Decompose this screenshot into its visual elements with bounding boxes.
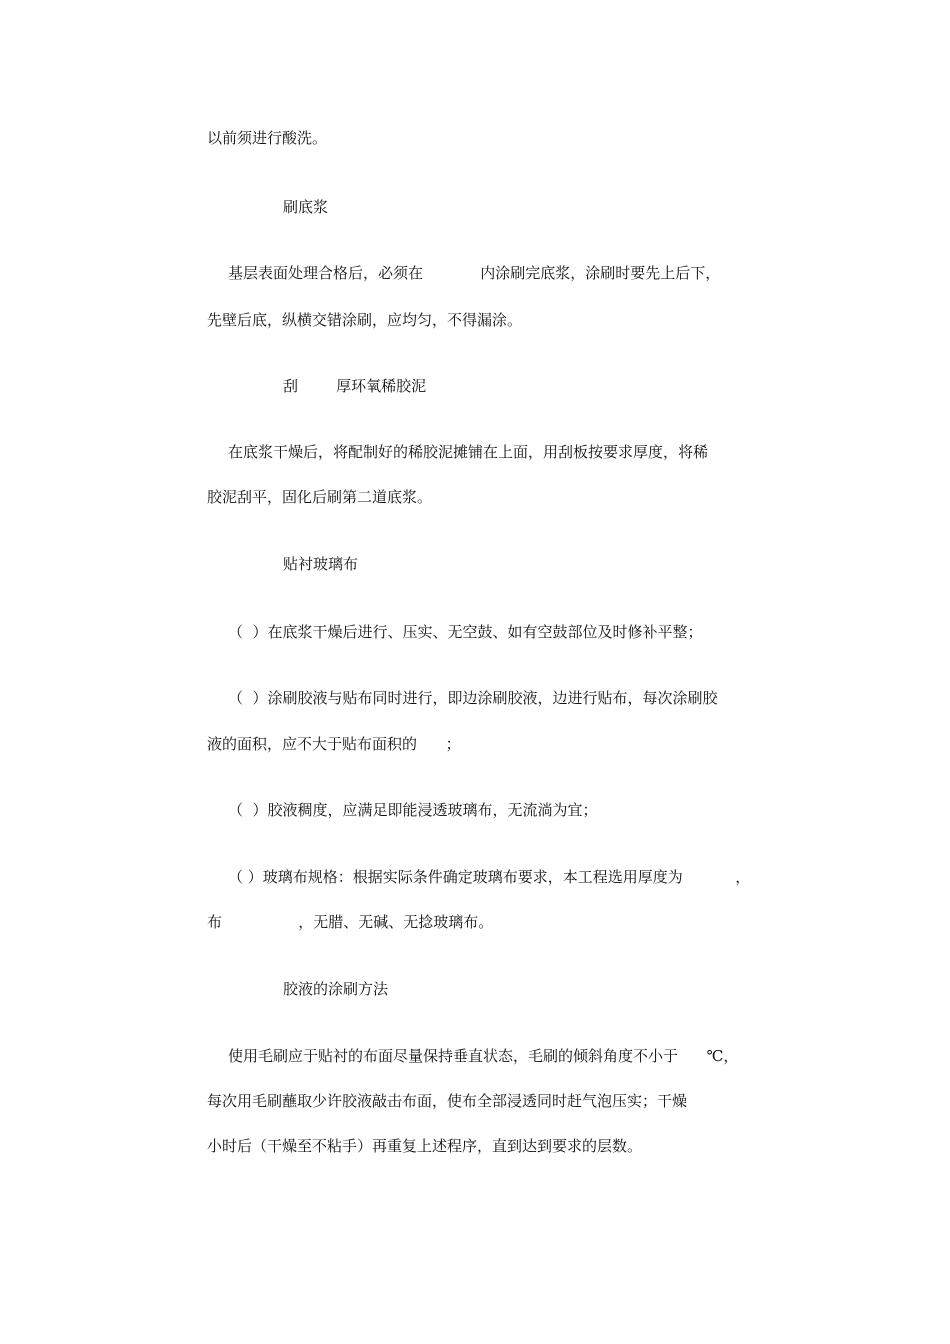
list-item: （ ）涂刷胶液与贴布同时进行，即边涂刷胶液，边进行贴布，每次涂刷胶 (228, 689, 718, 707)
list-item: （ ）玻璃布规格：根据实际条件确定玻璃布要求，本工程选用厚度为 ， (228, 868, 751, 886)
text-line: 胶泥刮平，固化后刷第二道底浆。 (207, 488, 433, 506)
text-line: 基层表面处理合格后，必须在 内涂刷完底浆，涂刷时要先上后下， (228, 264, 721, 282)
text-line: 小时后（干燥至不粘手）再重复上述程序，直到达到要求的层数。 (207, 1137, 643, 1155)
text-line: 液的面积，应不大于贴布面积的 ； (207, 735, 461, 753)
section-heading: 刷底浆 (283, 198, 329, 216)
section-heading: 胶液的涂刷方法 (283, 980, 389, 998)
section-heading: 刮 厚环氧稀胶泥 (283, 377, 427, 395)
text-line: 使用毛刷应于贴衬的布面尽量保持垂直状态，毛刷的倾斜角度不小于 ℃， (228, 1047, 739, 1065)
text-line: 以前须进行酸洗。 (207, 129, 328, 147)
text-line: 在底浆干燥后，将配制好的稀胶泥摊铺在上面，用刮板按要求厚度，将稀 (228, 443, 709, 461)
text-line: 先壁后底，纵横交错涂刷，应均匀，不得漏涂。 (207, 311, 523, 329)
list-item: （ ）胶液稠度，应满足即能浸透玻璃布，无流淌为宜； (228, 801, 598, 819)
text-line: 布 ，无腊、无碱、无捻玻璃布。 (207, 913, 494, 931)
text-line: 每次用毛刷蘸取少许胶液敲击布面，使布全部浸透同时赶气泡压实；干燥 (207, 1092, 688, 1110)
section-heading: 贴衬玻璃布 (283, 555, 359, 573)
list-item: （ ）在底浆干燥后进行、压实、无空鼓、如有空鼓部位及时修补平整； (228, 623, 703, 641)
